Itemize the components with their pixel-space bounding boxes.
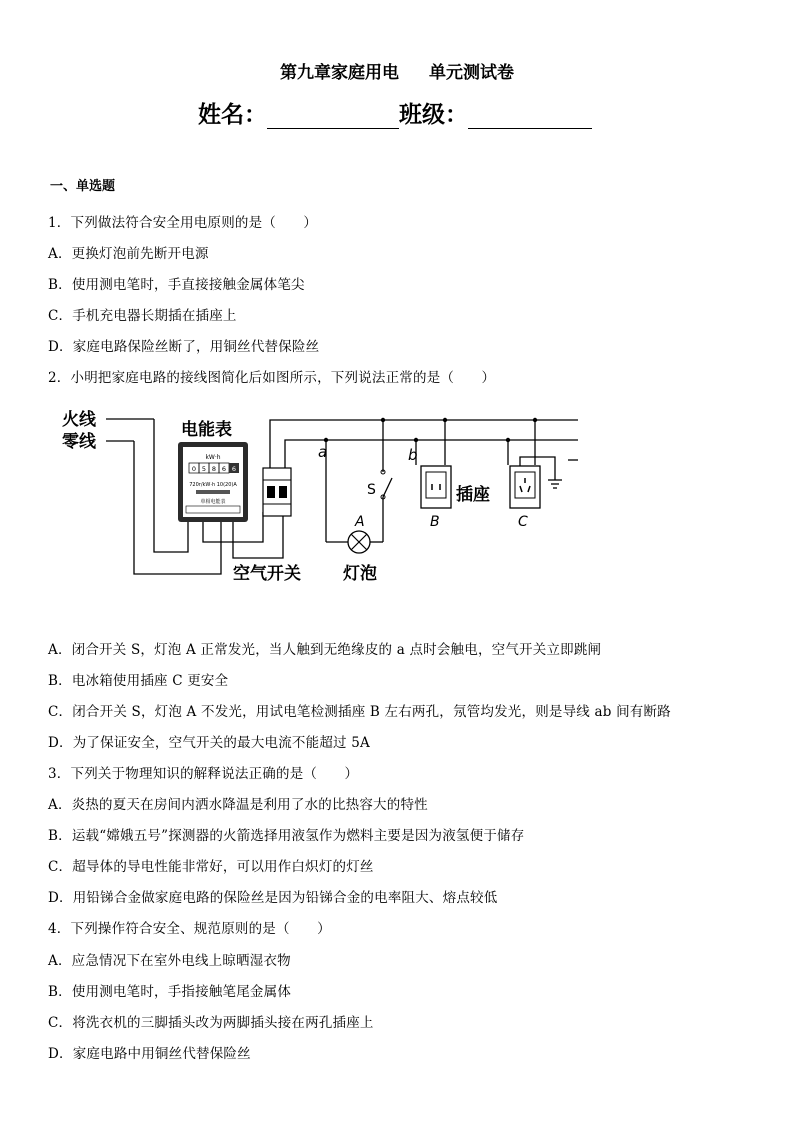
- socket-c-label: C: [518, 514, 528, 530]
- switch-label: S: [367, 482, 376, 498]
- lamp: [348, 531, 370, 553]
- option: D．家庭电路中用铜丝代替保险丝: [48, 1046, 251, 1062]
- student-info-line: [198, 96, 592, 129]
- title-test: 单元测试卷: [429, 63, 514, 83]
- option: C．将洗衣机的三脚插头改为两脚插头接在两孔插座上: [48, 1015, 374, 1031]
- question-stem: 3．下列关于物理知识的解释说法正确的是（ ）: [48, 766, 359, 782]
- question-stem: 2．小明把家庭电路的接线图简化后如图所示，下列说法正常的是（ ）: [48, 370, 496, 386]
- option: D．家庭电路保险丝断了，用铜丝代替保险丝: [48, 339, 320, 355]
- point-b-label: b: [408, 446, 418, 464]
- option: A．应急情况下在室外电线上晾晒湿衣物: [48, 953, 291, 969]
- option: D．用铅锑合金做家庭电路的保险丝是因为铅锑合金的电率阻大、熔点较低: [48, 890, 498, 906]
- meter-title: 电能表: [181, 420, 232, 440]
- live-wire-label: 火线: [62, 410, 96, 430]
- meter-digit: 0: [191, 465, 197, 473]
- title-chapter: 第九章家庭用电: [280, 63, 399, 83]
- point-a-label: a: [318, 443, 328, 461]
- class-blank[interactable]: [468, 108, 592, 129]
- option: B．使用测电笔时，手直接接触金属体笔尖: [48, 277, 305, 293]
- option: C．闭合开关 S，灯泡 A 不发光，用试电笔检测插座 B 左右两孔，氖管均发光，则是导线 ab 间有断路: [48, 704, 671, 720]
- option: A．更换灯泡前先断开电源: [48, 246, 209, 262]
- meter-digit: 8: [211, 465, 217, 473]
- meter-digit: 5: [201, 465, 207, 473]
- circuit-diagram: [58, 402, 582, 592]
- option: B．使用测电笔时，手指接触笔尾金属体: [48, 984, 292, 1000]
- lamp-label: 灯泡: [343, 564, 377, 584]
- option: A．闭合开关 S，灯泡 A 正常发光，当人触到无绝缘皮的 a 点时会触电，空气开关立即跳闸: [48, 642, 602, 658]
- option: C．手机充电器长期插在插座上: [48, 308, 237, 324]
- socket-label: 插座: [456, 485, 490, 505]
- option: A．炎热的夏天在房间内洒水降温是利用了水的比热容大的特性: [48, 797, 428, 813]
- meter-unit: kW·h: [205, 454, 221, 461]
- question-stem: 4．下列操作符合安全、规范原则的是（ ）: [48, 921, 331, 937]
- socket-b-label: B: [430, 514, 440, 530]
- meter-name: 单相电能表: [200, 499, 226, 505]
- option: B．运载“嫦娥五号”探测器的火箭选择用液氢作为燃料主要是因为液氢便于储存: [48, 828, 525, 844]
- name-blank[interactable]: [267, 108, 399, 129]
- option: C．超导体的导电性能非常好，可以用作白炽灯的灯丝: [48, 859, 374, 875]
- class-label: 班级：: [399, 102, 468, 128]
- meter-digit: 6: [231, 465, 237, 473]
- lamp-letter: A: [355, 514, 365, 530]
- neutral-wire-label: 零线: [62, 432, 96, 452]
- meter-digit: 6: [221, 465, 227, 473]
- air-breaker: [263, 468, 291, 516]
- energy-meter: [178, 442, 248, 522]
- option: D．为了保证安全，空气开关的最大电流不能超过 5A: [48, 735, 370, 751]
- page-title: [0, 58, 794, 83]
- breaker-label: 空气开关: [233, 564, 301, 584]
- option: B．电冰箱使用插座 C 更安全: [48, 673, 229, 689]
- name-label: 姓名：: [198, 102, 267, 128]
- question-stem: 1．下列做法符合安全用电原则的是（ ）: [48, 215, 318, 231]
- section-title: 一、单选题: [50, 179, 116, 194]
- meter-spec: 720r/kW·h 10(20)A: [189, 482, 237, 488]
